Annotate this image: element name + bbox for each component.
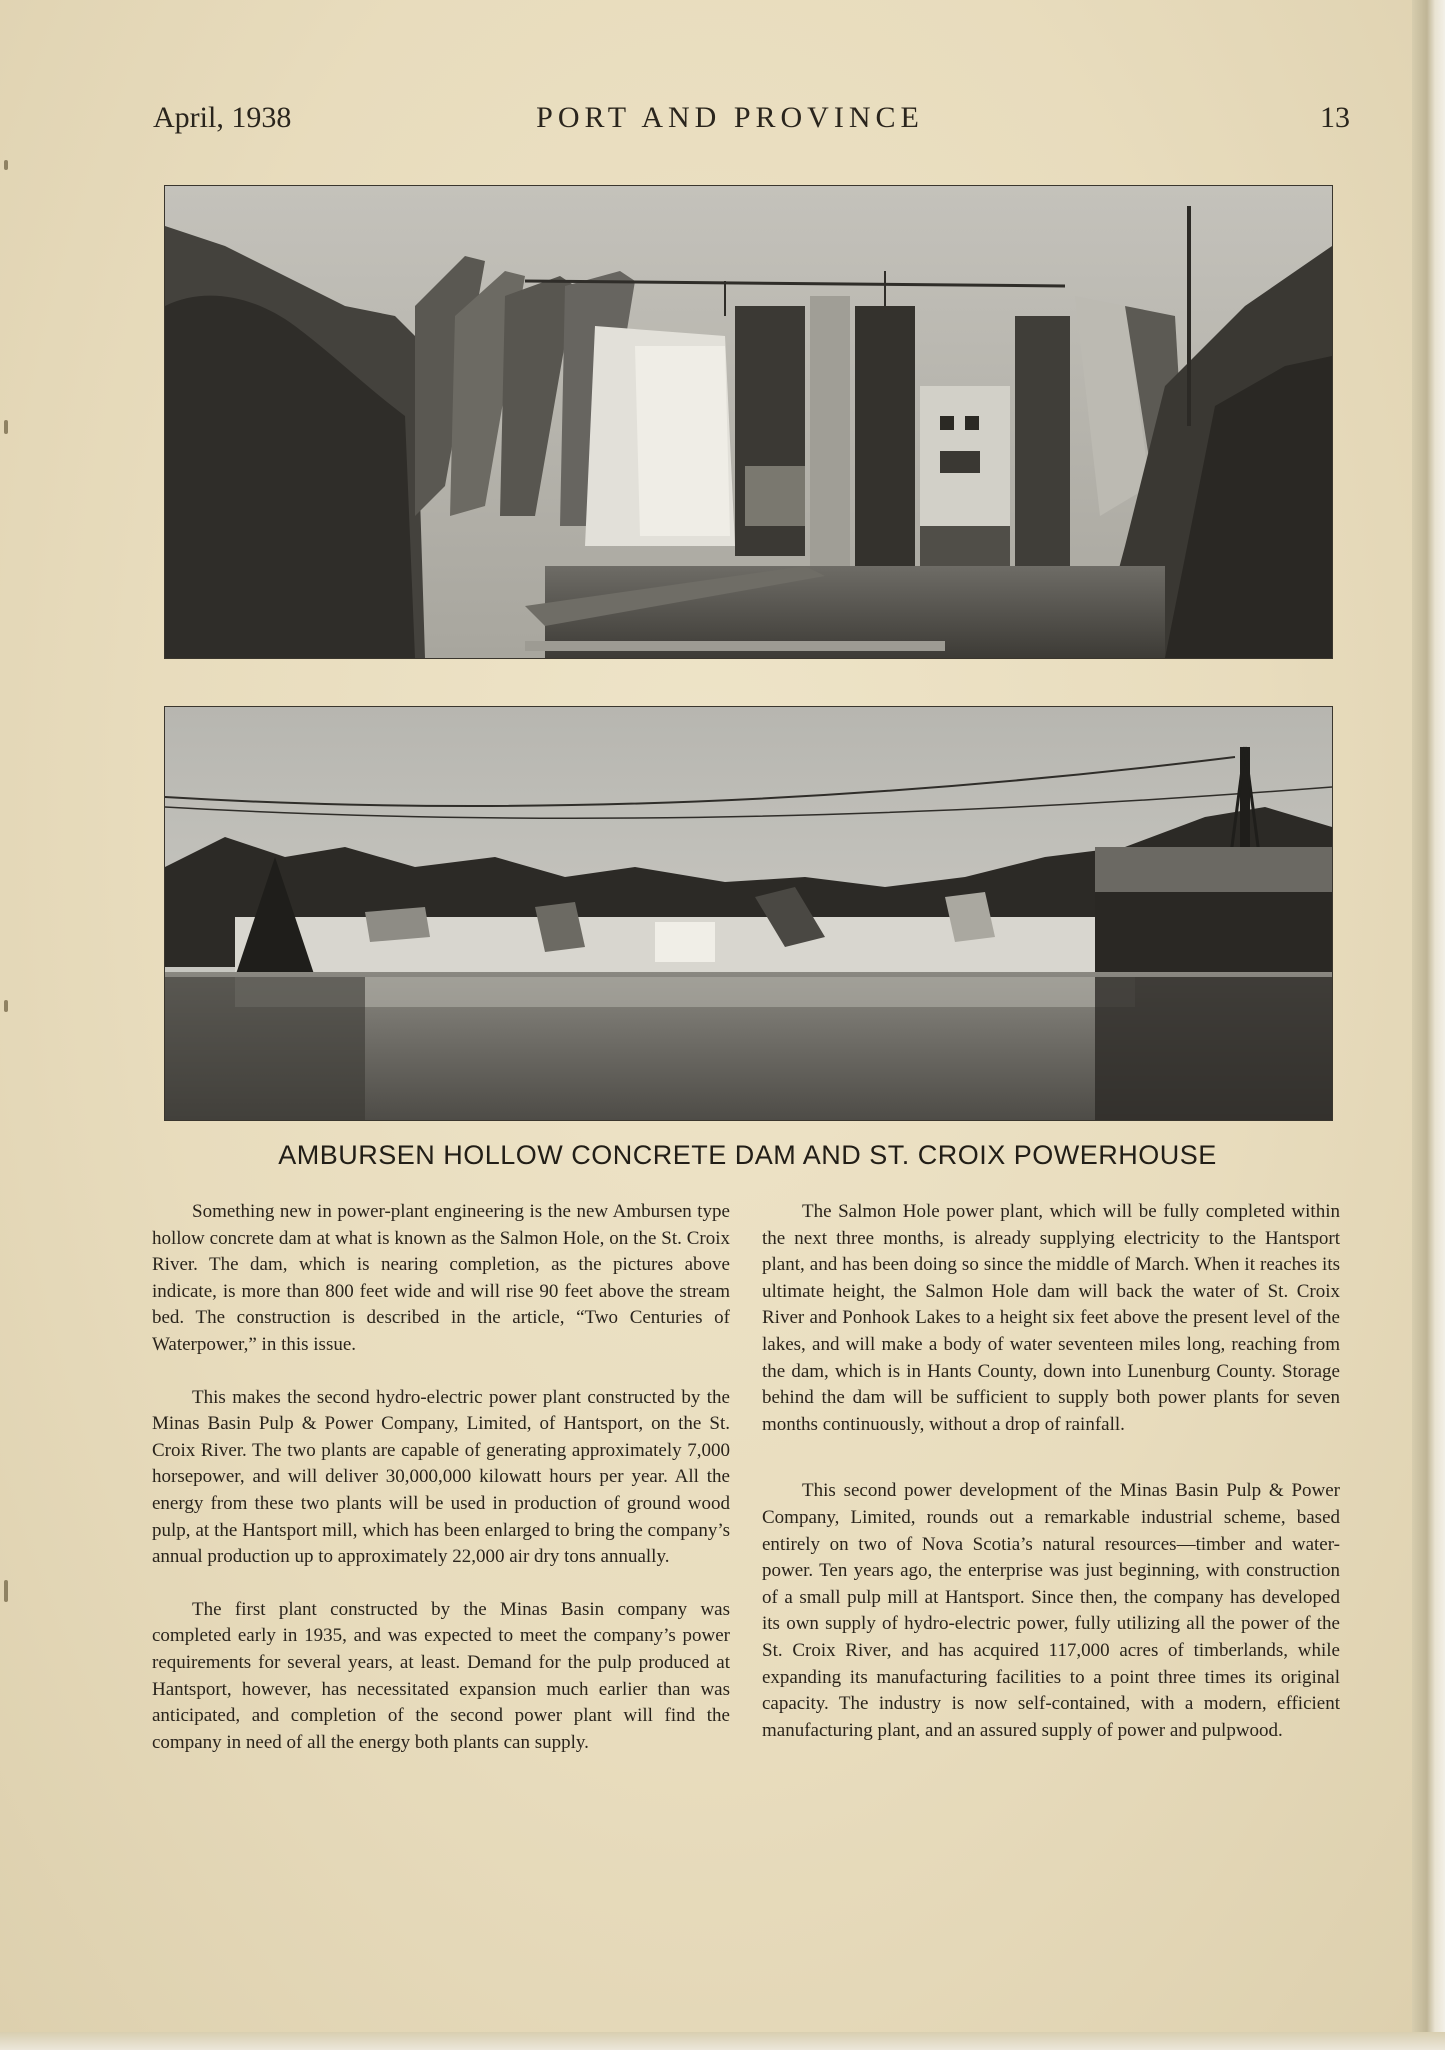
photo-caption: AMBURSEN HOLLOW CONCRETE DAM AND ST. CROIX POWERHOUSE [278,1140,1217,1170]
dam-reservoir-illustration [165,707,1332,1120]
dam-reservoir-photo [164,706,1333,1121]
article-paragraph: The Salmon Hole power plant, which will be fully completed within the next three months, is already supplying electricity to the Hantsport plant, and has been doing so since the middle of March. When it reaches its ultimate height, the Salmon Hole dam will back the water of St. Croix River and Ponhook Lakes to a height six feet above the present level of the lakes, and will make a body of water seventeen miles long, reaching from the dam, which is in Hants County, down into Lunenburg County. Storage behind the dam will be sufficient to supply both power plants for seven months continuously, without a drop of rainfall. [762,1201,1340,1435]
article-paragraph: This makes the second hydro-electric power plant constructed by the Minas Basin Pulp & Power Company, Limited, of Hantsport, on the St. Croix River. The two plants are capable of generating approximately 7,000 horsepower, and will deliver 30,000,000 kilowatt hours per year. All the energy from these two plants will be used in production of ground wood pulp, at the Hantsport mill, which has been enlarged to bring the company’s annual production up to approximately 22,000 air dry tons annually. [152,1386,730,1568]
dam-construction-photo [164,185,1333,659]
binding-mark [4,1580,8,1602]
publication-title: PORT AND PROVINCE [536,101,924,134]
article-paragraph: This second power development of the Minas Basin Pulp & Power Company, Limited, rounds out a remarkable industrial scheme, based entirely on two of Nova Scotia’s natural resources—timber and water-power. Ten years ago, the enterprise was just beginning, with construction of a small pulp mill at Hantsport. Since then, the company has developed its own supply of hydro-electric power, fully utilizing all the power of the St. Croix River, and has acquired 117,000 acres of timberlands, while expanding its manufacturing facilities to a point three times its original capacity. The industry is now self-contained, with a modern, efficient manufacturing plant, and an assured supply of power and pulpwood. [762,1480,1340,1741]
article-column-right [762,1199,1340,1744]
article-paragraph: The first plant constructed by the Minas Basin company was completed early in 1935, and was expected to meet the company’s power requirements for several years, at least. Demand for the pulp produced at Hantsport, however, has necessitated expansion much earlier than was anticipated, and completion of the second power plant will find the company in need of all the energy both plants can supply. [152,1598,730,1753]
binding-mark [4,1000,8,1012]
dam-construction-illustration [165,186,1332,658]
page-number: 13 [1320,101,1350,134]
article-paragraph: Something new in power-plant engineering is the new Ambursen type hollow concrete dam at what is known as the Salmon Hole, on the St. Croix River. The dam, which is nearing completion, as the pictures above indicate, is more than 800 feet wide and will rise 90 feet above the stream bed. The construction is described in the article, “Two Centuries of Waterpower,” in this issue. [152,1201,730,1355]
binding-mark [4,160,8,170]
page-bottom-edge [0,2032,1445,2050]
issue-date: April, 1938 [153,101,292,134]
article-column-left [152,1199,730,1756]
binding-mark [4,420,8,434]
page-edge-shadow [1412,0,1445,2050]
